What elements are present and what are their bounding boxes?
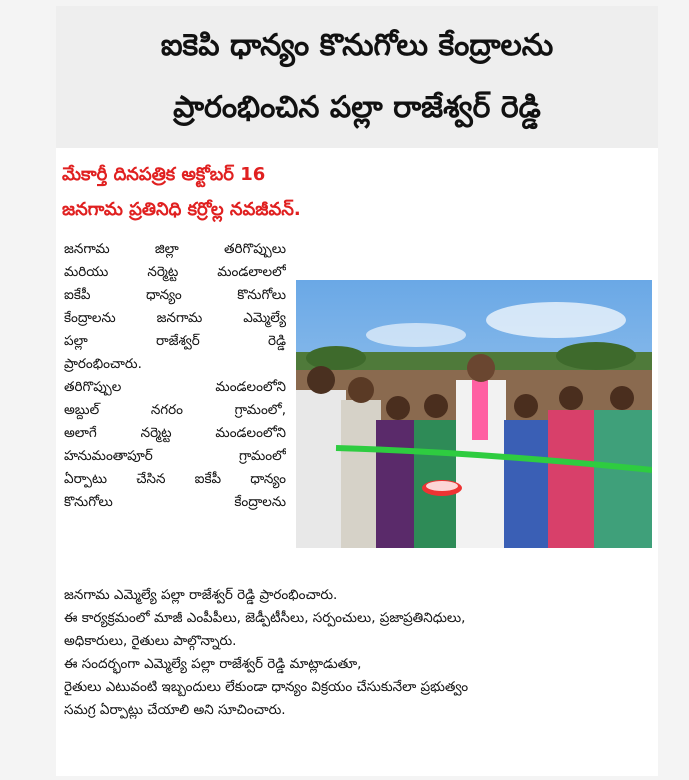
text-line: అబ్దుల్ నగరం గ్రామంలో, — [64, 402, 286, 418]
text-line: పల్లా రాజేశ్వర్ రెడ్డి — [64, 333, 286, 349]
text-line: కేంద్రాలను జనగామ ఎమ్మెల్యే — [64, 310, 286, 326]
news-photo — [296, 280, 652, 548]
text-line: ఏర్పాటు చేసిన ఐకేపీ ధాన్యం — [64, 471, 286, 487]
column-paragraph-2 — [64, 376, 286, 514]
headline-line-2: ప్రారంభించిన పల్లా రాజేశ్వర్ రెడ్డి — [173, 90, 541, 125]
text-line: ఐకేపీ ధాన్యం కొనుగోలు — [64, 287, 286, 303]
dateline-source: మేకార్తీ దినపత్రిక అక్టోబర్ 16 — [62, 164, 266, 185]
column-paragraph-1 — [64, 238, 286, 376]
text-line: జనగామ ఎమ్మెల్యే పల్లా రాజేశ్వర్ రెడ్డి ప్రారంభించారు. — [64, 587, 338, 603]
text-line: అలాగే నర్మెట్ట మండలంలోని — [64, 425, 286, 441]
headline-box — [56, 6, 658, 148]
text-line: తరిగొప్పుల మండలంలోని — [64, 379, 286, 395]
dateline-reporter: జనగామ ప్రతినిధి కర్రోల్ల నవజీవన్. — [62, 199, 301, 220]
text-line: ఈ కార్యక్రమంలో మాజీ ఎంపీపీలు, జెడ్పీటీసీలు, సర్పంచులు, ప్రజాప్రతినిధులు, — [64, 610, 466, 626]
text-line: సమగ్ర ఏర్పాట్లు చేయాలి అని సూచించారు. — [64, 702, 286, 718]
text-line: ఈ సందర్భంగా ఎమ్మెల్యే పల్లా రాజేశ్వర్ రెడ్డి మాట్లాడుతూ, — [64, 656, 362, 672]
text-line: అధికారులు, రైతులు పాల్గొన్నారు. — [64, 633, 237, 649]
text-line: ప్రారంభించారు. — [64, 356, 142, 372]
text-line: రైతులు ఎటువంటి ఇబ్బందులు లేకుండా ధాన్యం విక్రయం చేసుకునేలా ప్రభుత్వం — [64, 679, 469, 695]
text-line: హనుమంతాపూర్ గ్రామంలో — [64, 448, 286, 464]
body-paragraph — [64, 584, 654, 722]
text-line: మరియు నర్మెట్ట మండలాలలో — [64, 264, 286, 280]
news-clipping — [56, 6, 658, 776]
text-line: జనగామ జిల్లా తరిగొప్పులు — [64, 241, 286, 257]
headline-line-1: ఐకెపి ధాన్యం కొనుగోలు కేంద్రాలను — [160, 28, 554, 63]
text-line: కొనుగోలు కేంద్రాలను — [64, 494, 286, 510]
